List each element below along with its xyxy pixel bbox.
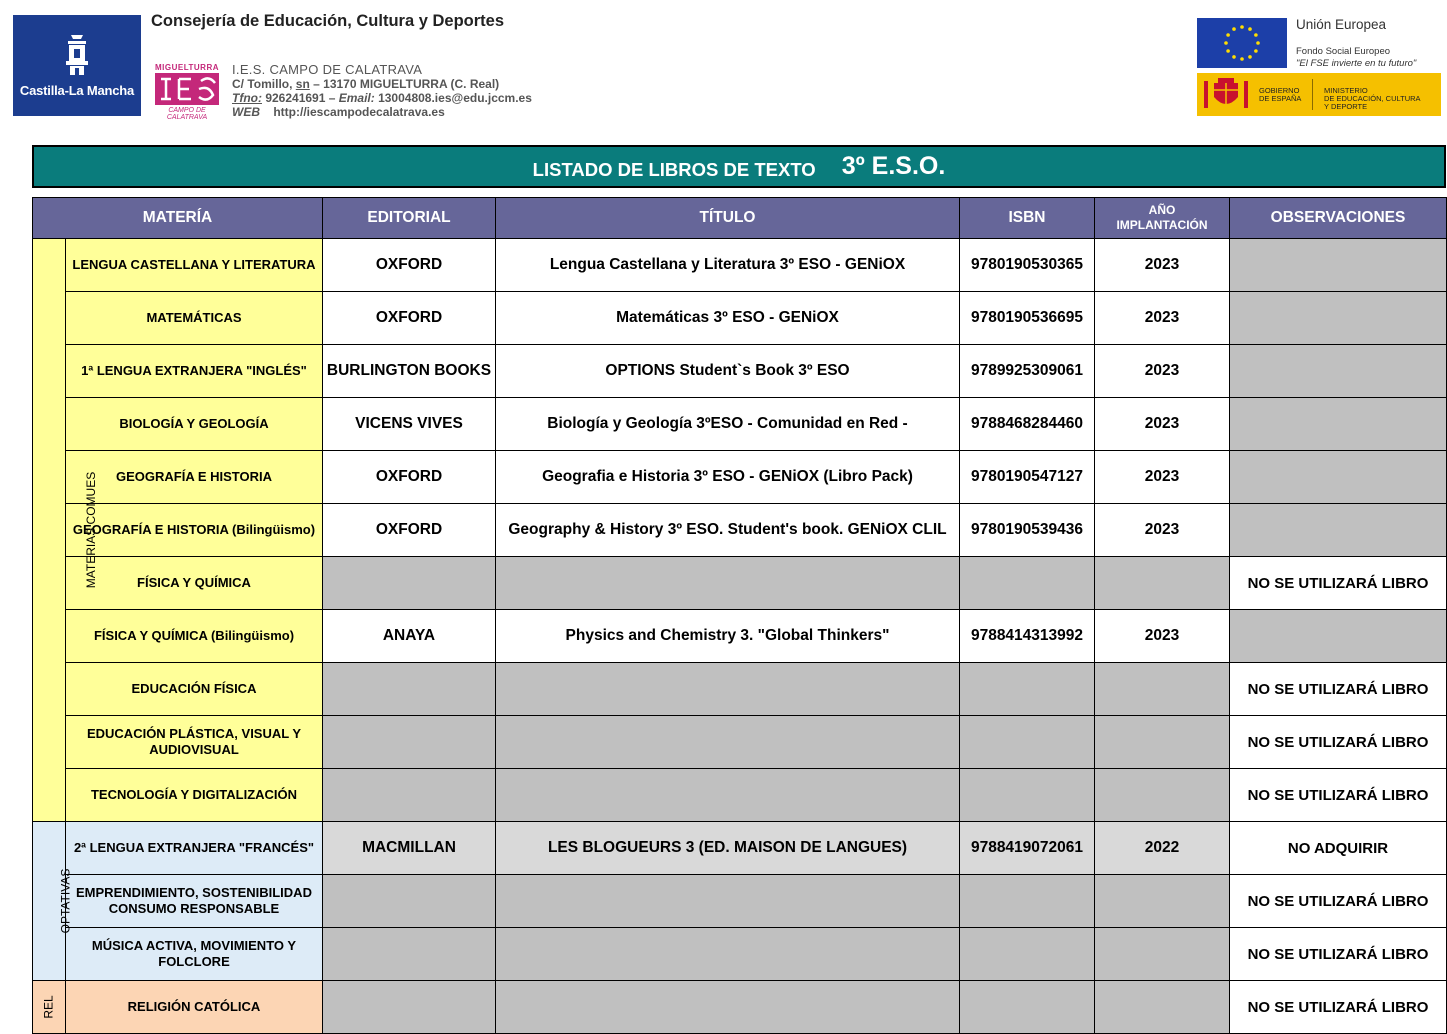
cell-editorial bbox=[323, 928, 496, 981]
eu-flag-icon bbox=[1197, 18, 1287, 68]
cell-ano: 2023 bbox=[1095, 610, 1230, 663]
cell-titulo bbox=[496, 875, 960, 928]
table-row bbox=[33, 822, 1447, 875]
cell-observaciones bbox=[1230, 345, 1447, 398]
cell-observaciones: NO ADQUIRIR bbox=[1230, 822, 1447, 875]
table-row bbox=[33, 557, 1447, 610]
course-title: 3º E.S.O. bbox=[841, 152, 946, 180]
cell-ano bbox=[1095, 557, 1230, 610]
cell-observaciones: NO SE UTILIZARÁ LIBRO bbox=[1230, 557, 1447, 610]
gov-divider bbox=[1312, 79, 1313, 110]
ies-logo bbox=[153, 63, 221, 119]
cell-ano bbox=[1095, 928, 1230, 981]
table-row bbox=[33, 239, 1447, 292]
region-logo-text: Castilla-La Mancha bbox=[19, 83, 135, 98]
table-row bbox=[33, 875, 1447, 928]
eu-title: Unión Europea bbox=[1296, 17, 1387, 32]
cell-editorial: ANAYA bbox=[323, 610, 496, 663]
column-header-isbn: ISBN bbox=[960, 198, 1095, 239]
cell-ano bbox=[1095, 981, 1230, 1034]
cell-isbn bbox=[960, 928, 1095, 981]
gobierno-line2: DE ESPAÑA bbox=[1259, 94, 1302, 103]
cell-editorial: MACMILLAN bbox=[323, 822, 496, 875]
web-link[interactable]: http://iescampodecalatrava.es bbox=[273, 105, 445, 119]
cell-observaciones: NO SE UTILIZARÁ LIBRO bbox=[1230, 875, 1447, 928]
table-row bbox=[33, 292, 1447, 345]
textbook-table bbox=[32, 197, 1447, 1034]
ano-line2: IMPLANTACIÓN bbox=[1116, 218, 1208, 232]
cell-observaciones: NO SE UTILIZARÁ LIBRO bbox=[1230, 928, 1447, 981]
cell-ano: 2022 bbox=[1095, 822, 1230, 875]
cell-isbn: 9780190536695 bbox=[960, 292, 1095, 345]
cell-titulo bbox=[496, 769, 960, 822]
cell-titulo: Physics and Chemistry 3. "Global Thinkers" bbox=[496, 610, 960, 663]
cell-isbn bbox=[960, 663, 1095, 716]
phone-label: Tfno: bbox=[232, 91, 262, 105]
school-contact-block bbox=[232, 63, 532, 119]
cell-editorial: BURLINGTON BOOKS bbox=[323, 345, 496, 398]
cell-editorial bbox=[323, 769, 496, 822]
cell-titulo bbox=[496, 928, 960, 981]
cell-materia: RELIGIÓN CATÓLICA bbox=[66, 981, 323, 1034]
document-title-bar bbox=[32, 145, 1446, 188]
ies-logo-town: MIGUELTURRA bbox=[154, 63, 219, 72]
ministerio-text bbox=[1324, 87, 1421, 111]
eu-slogan: "El FSE invierte en tu futuro" bbox=[1296, 58, 1417, 69]
cell-titulo: Geography & History 3º ESO. Student's book. GENiOX CLIL bbox=[496, 504, 960, 557]
school-address bbox=[232, 77, 532, 91]
cell-observaciones bbox=[1230, 292, 1447, 345]
table-row bbox=[33, 504, 1447, 557]
cell-titulo bbox=[496, 557, 960, 610]
cell-isbn: 9780190530365 bbox=[960, 239, 1095, 292]
cell-ano: 2023 bbox=[1095, 345, 1230, 398]
cell-editorial: VICENS VIVES bbox=[323, 398, 496, 451]
cell-observaciones bbox=[1230, 239, 1447, 292]
cell-observaciones bbox=[1230, 610, 1447, 663]
cell-materia: 2ª LENGUA EXTRANJERA "FRANCÉS" bbox=[66, 822, 323, 875]
group-label-optativas-text: OPTATIVAS bbox=[58, 868, 73, 934]
cell-editorial: OXFORD bbox=[323, 292, 496, 345]
column-header-observaciones: OBSERVACIONES bbox=[1230, 198, 1447, 239]
cell-observaciones bbox=[1230, 451, 1447, 504]
cell-materia: EMPRENDIMIENTO, SOSTENIBILIDAD CONSUMO RESPONSABLE bbox=[66, 875, 323, 928]
gobierno-line1: GOBIERNO bbox=[1259, 86, 1300, 95]
cell-materia: FÍSICA Y QUÍMICA bbox=[66, 557, 323, 610]
address-sn: sn bbox=[295, 77, 310, 91]
cell-editorial bbox=[323, 875, 496, 928]
table-row bbox=[33, 769, 1447, 822]
school-phone-email bbox=[232, 91, 532, 105]
cell-ano bbox=[1095, 716, 1230, 769]
address-city: – 13170 MIGUELTURRA (C. Real) bbox=[309, 77, 500, 91]
table-row bbox=[33, 663, 1447, 716]
castilla-la-mancha-logo bbox=[13, 15, 141, 116]
table-row bbox=[33, 451, 1447, 504]
table-row bbox=[33, 716, 1447, 769]
cell-materia: TECNOLOGÍA Y DIGITALIZACIÓN bbox=[66, 769, 323, 822]
web-label: WEB bbox=[232, 105, 260, 119]
column-header-ano bbox=[1095, 198, 1230, 239]
cell-titulo: Lengua Castellana y Literatura 3º ESO - GENiOX bbox=[496, 239, 960, 292]
cell-ano bbox=[1095, 663, 1230, 716]
column-header-titulo: TÍTULO bbox=[496, 198, 960, 239]
cell-titulo bbox=[496, 663, 960, 716]
cell-materia: BIOLOGÍA Y GEOLOGÍA bbox=[66, 398, 323, 451]
cell-editorial bbox=[323, 716, 496, 769]
phone-value: 926241691 – bbox=[261, 91, 339, 105]
cell-materia: EDUCACIÓN FÍSICA bbox=[66, 663, 323, 716]
cell-titulo bbox=[496, 716, 960, 769]
cell-isbn: 9788419072061 bbox=[960, 822, 1095, 875]
list-title: LISTADO DE LIBROS DE TEXTO bbox=[532, 158, 816, 180]
cell-observaciones bbox=[1230, 398, 1447, 451]
cell-isbn: 9788468284460 bbox=[960, 398, 1095, 451]
cell-materia: MATEMÁTICAS bbox=[66, 292, 323, 345]
cell-ano bbox=[1095, 769, 1230, 822]
table-header-row bbox=[33, 198, 1447, 239]
table-row bbox=[33, 610, 1447, 663]
ministerio-line3: Y DEPORTE bbox=[1324, 102, 1368, 111]
eu-fund: Fondo Social Europeo bbox=[1296, 46, 1391, 57]
spanish-government-logo bbox=[1197, 73, 1441, 116]
cell-materia: 1ª LENGUA EXTRANJERA "INGLÉS" bbox=[66, 345, 323, 398]
cell-titulo: OPTIONS Student`s Book 3º ESO bbox=[496, 345, 960, 398]
group-label-comunes bbox=[33, 239, 99, 822]
cell-ano: 2023 bbox=[1095, 239, 1230, 292]
gobierno-text bbox=[1259, 87, 1301, 103]
cell-isbn: 9780190539436 bbox=[960, 504, 1095, 557]
cell-materia: FÍSICA Y QUÍMICA (Bilingüismo) bbox=[66, 610, 323, 663]
cell-ano bbox=[1095, 875, 1230, 928]
ministerio-line2: DE EDUCACIÓN, CULTURA bbox=[1324, 94, 1421, 103]
cell-isbn bbox=[960, 981, 1095, 1034]
cell-isbn: 9780190547127 bbox=[960, 451, 1095, 504]
email-value: 13004808.ies@edu.jccm.es bbox=[374, 91, 532, 105]
cell-titulo: LES BLOGUEURS 3 (ED. MAISON DE LANGUES) bbox=[496, 822, 960, 875]
ies-logo-subtitle: CAMPO DE CALATRAVA bbox=[166, 107, 208, 121]
cell-editorial: OXFORD bbox=[323, 451, 496, 504]
group-label-religion bbox=[33, 981, 66, 1034]
cell-isbn bbox=[960, 875, 1095, 928]
cell-ano: 2023 bbox=[1095, 398, 1230, 451]
cell-materia: GEOGRAFÍA E HISTORIA (Bilingüismo) bbox=[66, 504, 323, 557]
cell-titulo: Geografia e Historia 3º ESO - GENiOX (Libro Pack) bbox=[496, 451, 960, 504]
group-label-comunes-text: MATERIAS COMUES bbox=[84, 471, 99, 589]
school-name: I.E.S. CAMPO DE CALATRAVA bbox=[232, 62, 423, 77]
cell-isbn bbox=[960, 769, 1095, 822]
cell-materia: GEOGRAFÍA E HISTORIA bbox=[66, 451, 323, 504]
cell-titulo bbox=[496, 981, 960, 1034]
ies-emblem-icon bbox=[155, 73, 219, 105]
cell-editorial: OXFORD bbox=[323, 239, 496, 292]
table-row bbox=[33, 398, 1447, 451]
cell-observaciones: NO SE UTILIZARÁ LIBRO bbox=[1230, 663, 1447, 716]
ministerio-line1: MINISTERIO bbox=[1324, 86, 1368, 95]
cell-isbn: 9789925309061 bbox=[960, 345, 1095, 398]
cell-ano: 2023 bbox=[1095, 504, 1230, 557]
cell-isbn: 9788414313992 bbox=[960, 610, 1095, 663]
spain-coat-of-arms-icon bbox=[1200, 77, 1252, 112]
cell-editorial bbox=[323, 557, 496, 610]
consejeria-title: Consejería de Educación, Cultura y Deportes bbox=[151, 12, 505, 30]
cell-observaciones: NO SE UTILIZARÁ LIBRO bbox=[1230, 981, 1447, 1034]
cell-ano: 2023 bbox=[1095, 451, 1230, 504]
cell-ano: 2023 bbox=[1095, 292, 1230, 345]
cell-materia: MÚSICA ACTIVA, MOVIMIENTO Y FOLCLORE bbox=[66, 928, 323, 981]
table-row bbox=[33, 345, 1447, 398]
column-header-materia: MATERÍA bbox=[33, 198, 323, 239]
cell-observaciones: NO SE UTILIZARÁ LIBRO bbox=[1230, 769, 1447, 822]
column-header-editorial: EDITORIAL bbox=[323, 198, 496, 239]
ano-line1: AÑO bbox=[1148, 203, 1176, 217]
cell-editorial: OXFORD bbox=[323, 504, 496, 557]
group-label-optativas bbox=[33, 822, 73, 981]
table-row bbox=[33, 981, 1447, 1034]
cell-titulo: Biología y Geología 3ºESO - Comunidad en Red - bbox=[496, 398, 960, 451]
cell-materia: LENGUA CASTELLANA Y LITERATURA bbox=[66, 239, 323, 292]
cell-isbn bbox=[960, 716, 1095, 769]
table-row bbox=[33, 928, 1447, 981]
cell-materia: EDUCACIÓN PLÁSTICA, VISUAL Y AUDIOVISUAL bbox=[66, 716, 323, 769]
cell-isbn bbox=[960, 557, 1095, 610]
cell-editorial bbox=[323, 981, 496, 1034]
school-web bbox=[232, 105, 532, 119]
cell-observaciones bbox=[1230, 504, 1447, 557]
cell-titulo: Matemáticas 3º ESO - GENiOX bbox=[496, 292, 960, 345]
cell-observaciones: NO SE UTILIZARÁ LIBRO bbox=[1230, 716, 1447, 769]
cell-editorial bbox=[323, 663, 496, 716]
address-street: C/ Tomillo, bbox=[232, 77, 296, 91]
castle-icon bbox=[63, 33, 91, 77]
group-label-religion-text: REL bbox=[42, 995, 56, 1019]
email-label: Email: bbox=[338, 91, 375, 105]
